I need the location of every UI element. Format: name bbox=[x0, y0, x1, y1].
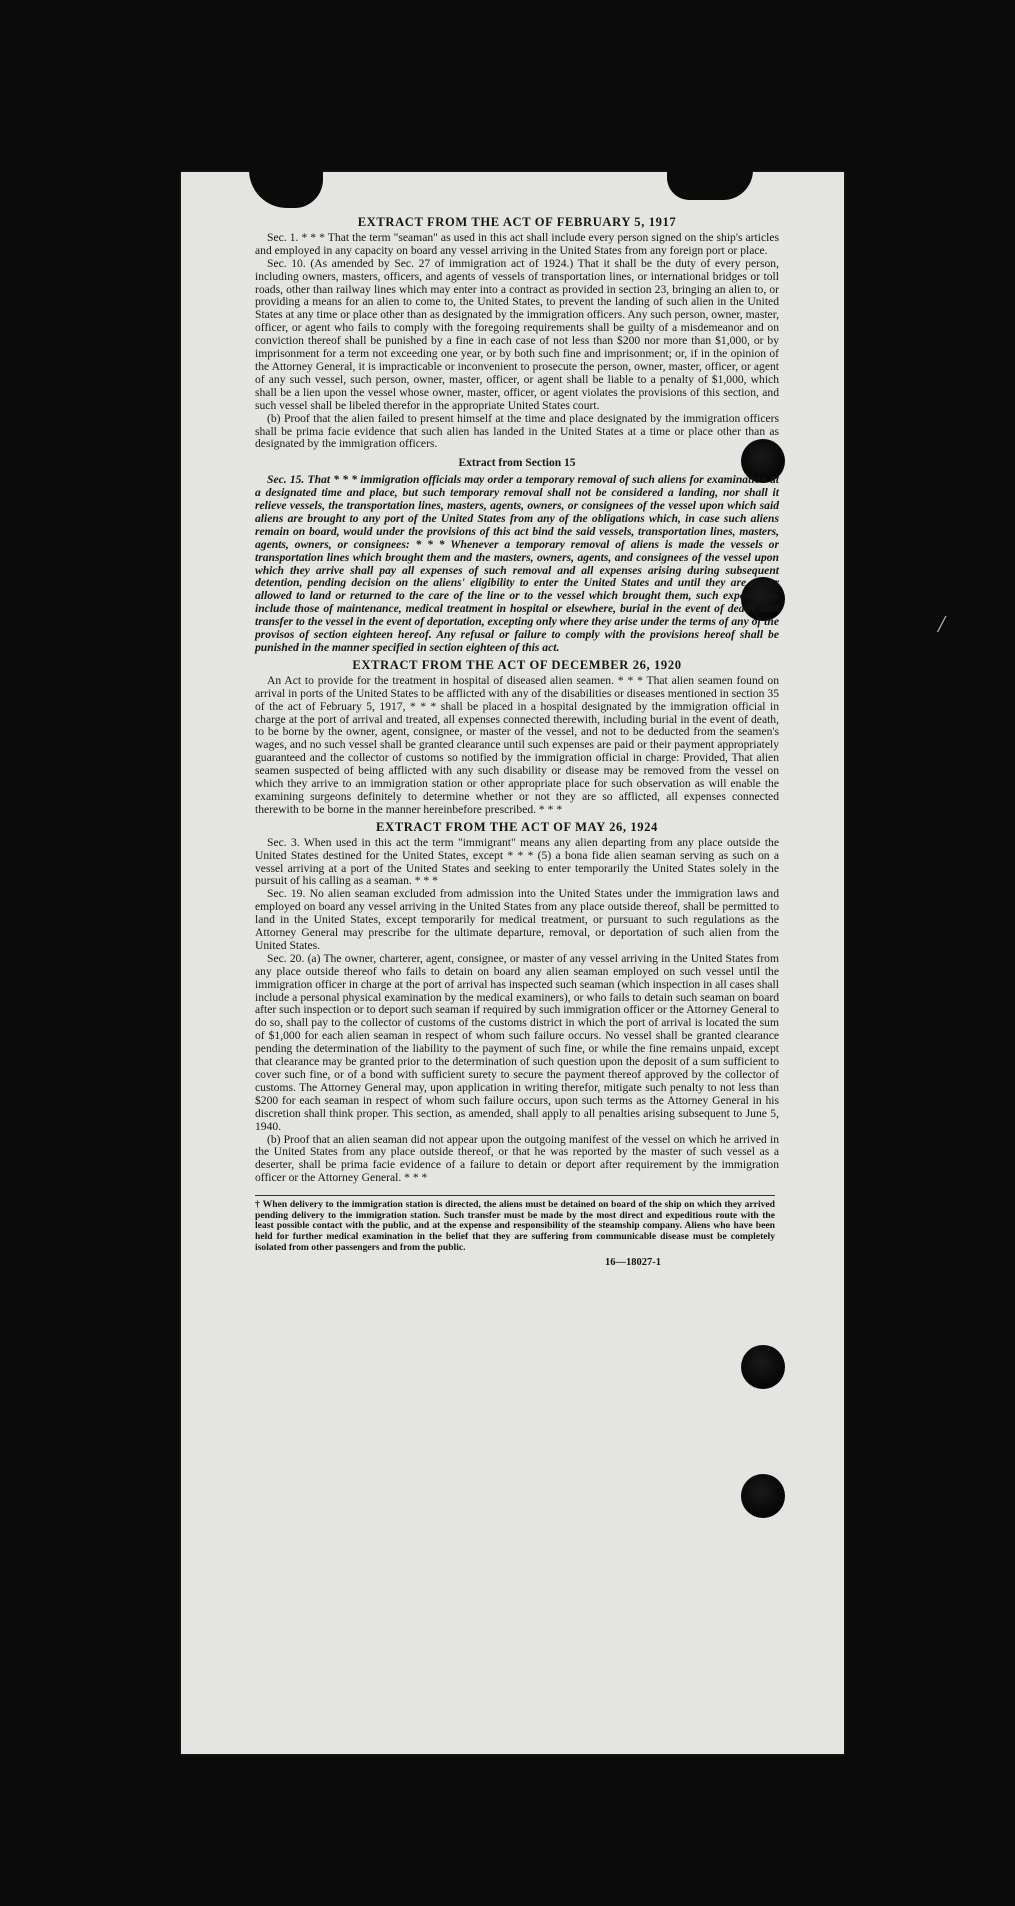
section-20: Sec. 20. (a) The owner, charterer, agent, consignee, or master of any vessel arriving in the United States from any place outside thereof who fails to detain on board any alien seaman employed on such vessel until the immigration officer in charge at the port of arrival has inspected such seaman (which inspection in all cases shall include a personal physical examination by the medical examiners), or who fails to detain such seaman on board after such inspection or to deport such seaman if required by such immigration officer or the Attorney General to do so, shall pay to the collector of customs of the customs district in which the port of arrival is located the sum of $1,000 for each alien seaman in respect of whom such failure occurs. No vessel shall be granted clearance pending the determination of the liability to the payment of such fine, or while the fine remains unpaid, except that clearance may be granted prior to the determination of such question upon the deposit of a sum sufficient to cover such fine, or of a bond with sufficient surety to secure the payment thereof approved by the collector of customs. The Attorney General may, upon application in writing therefor, mitigate such penalty to not less than $200 for each seaman in respect of whom such failure occurs, upon such terms as the Attorney General in his discretion shall think proper. This section, as amended, shall apply to all penalties arising subsequent to June 5, 1940. bbox=[255, 951, 779, 1133]
document-page bbox=[181, 172, 844, 1754]
margin-mark: / bbox=[938, 612, 945, 638]
heading-act-1917: EXTRACT FROM THE ACT OF FEBRUARY 5, 1917 bbox=[357, 215, 677, 229]
section-10b: (b) Proof that the alien failed to present himself at the time and place designated by the immigration officers shall be prima facie evidence that such alien has landed in the United States at a time or place other than as designated by the immigration officers. bbox=[255, 411, 779, 451]
punch-hole bbox=[741, 1345, 785, 1389]
section-15-block bbox=[255, 474, 779, 655]
section-10: Sec. 10. (As amended by Sec. 27 of immigration act of 1924.) That it shall be the duty of every person, including owners, masters, officers, and agents of vessels of transportation lines, or international bridges or toll roads, other than railway lines which may enter into a contract as provided in section 23, bringing an alien to, or providing a means for an alien to come to, the United States, to prevent the landing of such alien in the United States at any time or place other than as designated by the immigration officers. Any such person, owner, master, officer, or agent who fails to comply with the foregoing requirements shall be guilty of a misdemeanor and on conviction thereof shall be punished by a fine in each case of not less than $200 nor more than $1,000, or by imprisonment for a term not exceeding one year, or by both such fine and imprisonment; or, if in the opinion of the Attorney General, it is impracticable or inconvenient to prosecute the person, owner, master, officer, or agent of any such vessel, such person, owner, master, officer, or agent shall be liable to a penalty of $1,000, which shall be a lien upon the vessel whose owner, master, officer, or agent violates the provisions of this section, and such vessel shall be libeled therefor in the appropriate United States court. bbox=[255, 256, 779, 412]
heading-act-1924: EXTRACT FROM THE ACT OF MAY 26, 1924 bbox=[376, 819, 658, 834]
footnote: † When delivery to the immigration station is directed, the aliens must be detained on board of the ship on which they arrived pending delivery to the immigration station. Such transfer must be made by the most direct and expeditious route with the least possible contact with the public, and at the expense and responsibility of the steamship company. Aliens who have been held for further medical examination in the belief that they are suffering from communicable disease must be completely isolated from other passengers and from the public. bbox=[255, 1195, 775, 1253]
section-3: Sec. 3. When used in this act the term "immigrant" means any alien departing from any place outside the United States destined for the United States, except * * * (5) a bona fide alien seaman serving as such on a vessel arriving at a port of the United States and seeking to enter temporarily the United States solely in the pursuit of his calling as a seaman. * * * bbox=[255, 835, 779, 888]
heading-act-1920: EXTRACT FROM THE ACT OF DECEMBER 26, 1920 bbox=[352, 657, 682, 672]
torn-edge bbox=[667, 170, 753, 200]
act-1920-text: An Act to provide for the treatment in hospital of diseased alien seamen. * * * That alien seamen found on arrival in ports of the United States to be afflicted with any of the disabilities or diseases mentioned in section 35 of the act of February 5, 1917, * * * shall be placed in a hospital designated by the immigration official in charge at the port of arrival and treated, all expenses connected therewith, including burial in the event of death, to be borne by the owner, agent, consignee, or master of the vessel, and not to be deducted from the seamen's wages, and no such vessel shall be granted clearance until such expenses are paid or their payment appropriately guaranteed and the collector of customs so notified by the immigration official in charge: Provided, That alien seamen suspected of being afflicted with any such disability or disease may be removed from the vessel on which they arrive to an immigration station or other appropriate place for such observation as will enable the examining surgeons definitely to determine whether or not they are so afflicted, all expenses connected therewith to be borne in the manner hereinbefore prescribed. * * * bbox=[255, 673, 779, 816]
torn-edge bbox=[249, 170, 323, 208]
heading-section-15: Extract from Section 15 bbox=[458, 457, 576, 470]
punch-hole bbox=[741, 1474, 785, 1518]
section-19: Sec. 19. No alien seaman excluded from admission into the United States under the immigration laws and employed on board any vessel arriving in the United States from any place outside thereof, shall be permitted to land in the United States, except temporarily for medical treatment, or pursuant to such regulations as the Attorney General may prescribe for the ultimate departure, removal, or deportation of such alien from the United States. bbox=[255, 887, 779, 952]
document-body bbox=[255, 212, 779, 1270]
section-15: Sec. 15. That * * * immigration officials may order a temporary removal of such aliens for examination at a designated time and place, but such temporary removal shall not be considered a landing, nor shall it relieve vessels, the transportation lines, masters, agents, owners, or consignees of the vessel upon which said aliens are brought to any port of the United States from any of the obligations which, in case such aliens remain on board, would under the provisions of this act bind the said vessels, transportation lines, masters, agents, owners, or consignees: * * * Whenever a temporary removal of aliens is made the vessels or transportation lines which brought them and the masters, owners, agents, and consignees of the vessel upon which they arrive shall pay all expenses of such removal and all expenses arising during subsequent detention, pending decision on the aliens' eligibility to enter the United States and until they are either allowed to land or returned to the care of the line or to the vessel which brought them, such expenses to include those of maintenance, medical treatment in hospital or elsewhere, burial in the event of death, and transfer to the vessel in the event of deportation, excepting only where they arise under the terms of any of the provisos of section eighteen hereof. Any refusal or failure to comply with the provisions hereof shall be punished in the manner specified in section eighteen of this act. bbox=[255, 473, 779, 654]
form-number: 16—18027-1 bbox=[605, 1257, 661, 1269]
section-20b: (b) Proof that an alien seaman did not appear upon the outgoing manifest of the vessel on which he arrived in the United States from any place outside thereof, or that he was reported by the master of such vessel as a deserter, shall be prima facie evidence of a failure to detain or deport after requirement by the immigration officer or the Attorney General. * * * bbox=[255, 1132, 779, 1185]
section-1: Sec. 1. * * * That the term "seaman" as used in this act shall include every person signed on the ship's articles and employed in any capacity on board any vessel arriving in the United States from any foreign port or place. bbox=[255, 230, 779, 257]
